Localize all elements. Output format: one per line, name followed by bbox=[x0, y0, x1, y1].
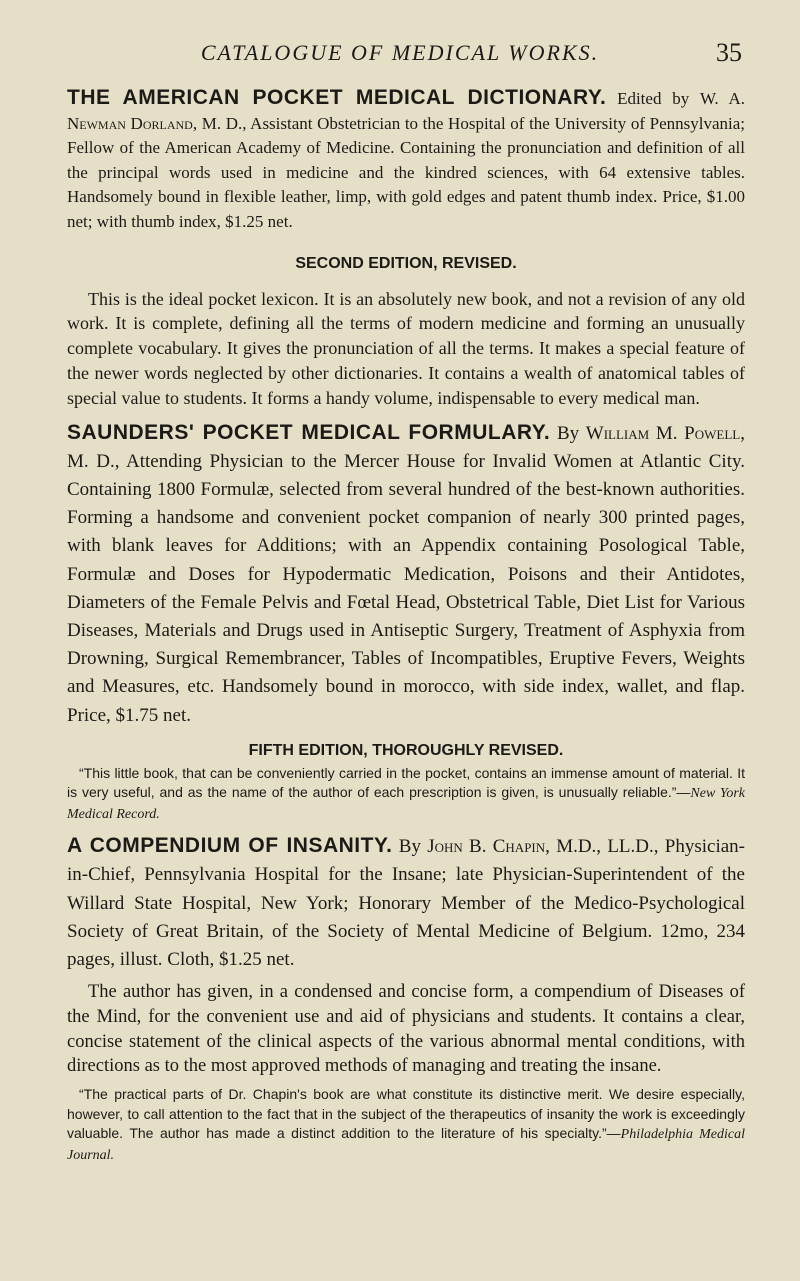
author-name: William M. Powell, bbox=[585, 422, 745, 444]
edition-note: SECOND EDITION, REVISED. bbox=[295, 254, 517, 272]
entry-paragraph bbox=[67, 419, 745, 730]
author-name: John B. Chapin, bbox=[427, 836, 550, 858]
page-number: 35 bbox=[716, 38, 742, 67]
entry-title: A COMPENDIUM OF INSANITY. bbox=[67, 834, 393, 858]
author-name: W. A. Newman Dorland, bbox=[67, 89, 745, 133]
byline-prefix: By bbox=[398, 836, 428, 858]
entry-details: M.D., LL.D., Physician-in-Chief, Pennsylvania Hospital for the Insane; late Physician-Superintendent of the Willard State Hospital, New York; Honorary Member of the Medico-Psychological Society of Great Britain, of the Society of Mental Medicine of Belgium. 12mo, 234 pages, illust. Cloth, $1.25 net. bbox=[67, 836, 745, 971]
entry-details: M. D., Attending Physician to the Mercer House for Invalid Women at Atlantic City. Containing 1800 Formulæ, selected from several hundred of the best-known authorities. Forming a handsome and convenient pocket companion of nearly 300 printed pages, with blank leaves for Additions; with an Appendix containing Posological Table, Formulæ and Doses for Hypodermatic Medication, Poisons and their Antidotes, Diameters of the Female Pelvis and Fœtal Head, Obstetrical Table, Diet List for Various Diseases, Materials and Drugs used in Antiseptic Surgery, Treatment of Asphyxia from Drowning, Surgical Remembrancer, Tables of Incompatibles, Eruptive Fevers, Weights and Measures, etc. Handsomely bound in morocco, with side index, wallet, and flap. Price, $1.75 net. bbox=[67, 450, 745, 726]
quote-text: “This little book, that can be conveniently carried in the pocket, contains an immense amount of material. It is very useful, and as the name of the author of each prescription is given, is unusually reliable.”— bbox=[67, 764, 745, 801]
entry-paragraph bbox=[67, 86, 745, 235]
press-quote bbox=[67, 764, 745, 825]
quote-text: “The practical parts of Dr. Chapin's book are what constitute its distinctive merit. We desire especially, however, to call attention to the fact that in the subject of the therapeutics of insanity the work is exceedingly valuable. The author has made a distinct addition to the literature of his specialty.”— bbox=[67, 1086, 745, 1142]
entry-title: THE AMERICAN POCKET MEDICAL DICTIONARY. bbox=[67, 86, 607, 109]
press-quote bbox=[67, 1085, 745, 1165]
catalogue-entry-insanity bbox=[67, 832, 745, 1165]
edition-note: FIFTH EDITION, THOROUGHLY REVISED. bbox=[248, 741, 564, 759]
entry-description: This is the ideal pocket lexicon. It is an absolutely new book, and not a revision of any old work. It is complete, defining all the terms of modern medicine and forming an unusually complete vocabulary. It gives the pronunciation of all the terms. It makes a special feature of the newer words neglected by other dictionaries. It contains a wealth of anatomical tables of special value to students. It forms a handy volume, indispensable to every medical man. bbox=[67, 288, 745, 408]
catalogue-entry-dictionary bbox=[67, 86, 745, 411]
running-head bbox=[0, 40, 800, 80]
byline-prefix: By bbox=[556, 422, 586, 444]
quote-source: Philadelphia Medical Journal. bbox=[67, 1127, 745, 1163]
byline-prefix: Edited by bbox=[617, 89, 700, 108]
running-title: CATALOGUE OF MEDICAL WORKS. bbox=[200, 40, 600, 65]
catalogue-content bbox=[67, 86, 745, 1165]
entry-description: The author has given, in a condensed and concise form, a compendium of Diseases of the Mind, for the convenient use and aid of physicians and students. It contains a clear, concise statement of the clinical aspects of the various abnormal mental conditions, with directions as to the most approved methods of managing and treating the insane. bbox=[67, 982, 745, 1077]
entry-paragraph bbox=[67, 832, 745, 974]
entry-details: M. D., Assistant Obstetrician to the Hospital of the University of Pennsylvania; Fellow of the American Academy of Medicine. Containing the pronunciation and definition of all the principal words used in medicine and the kindred sciences, with 64 extensive tables. Handsomely bound in flexible leather, limp, with gold edges and patent thumb index. Price, $1.00 net; with thumb index, $1.25 net. bbox=[67, 113, 746, 231]
catalogue-entry-formulary bbox=[67, 419, 745, 825]
quote-source: New York Medical Record. bbox=[67, 786, 745, 822]
entry-title: SAUNDERS' POCKET MEDICAL FORMULARY. bbox=[67, 420, 551, 444]
